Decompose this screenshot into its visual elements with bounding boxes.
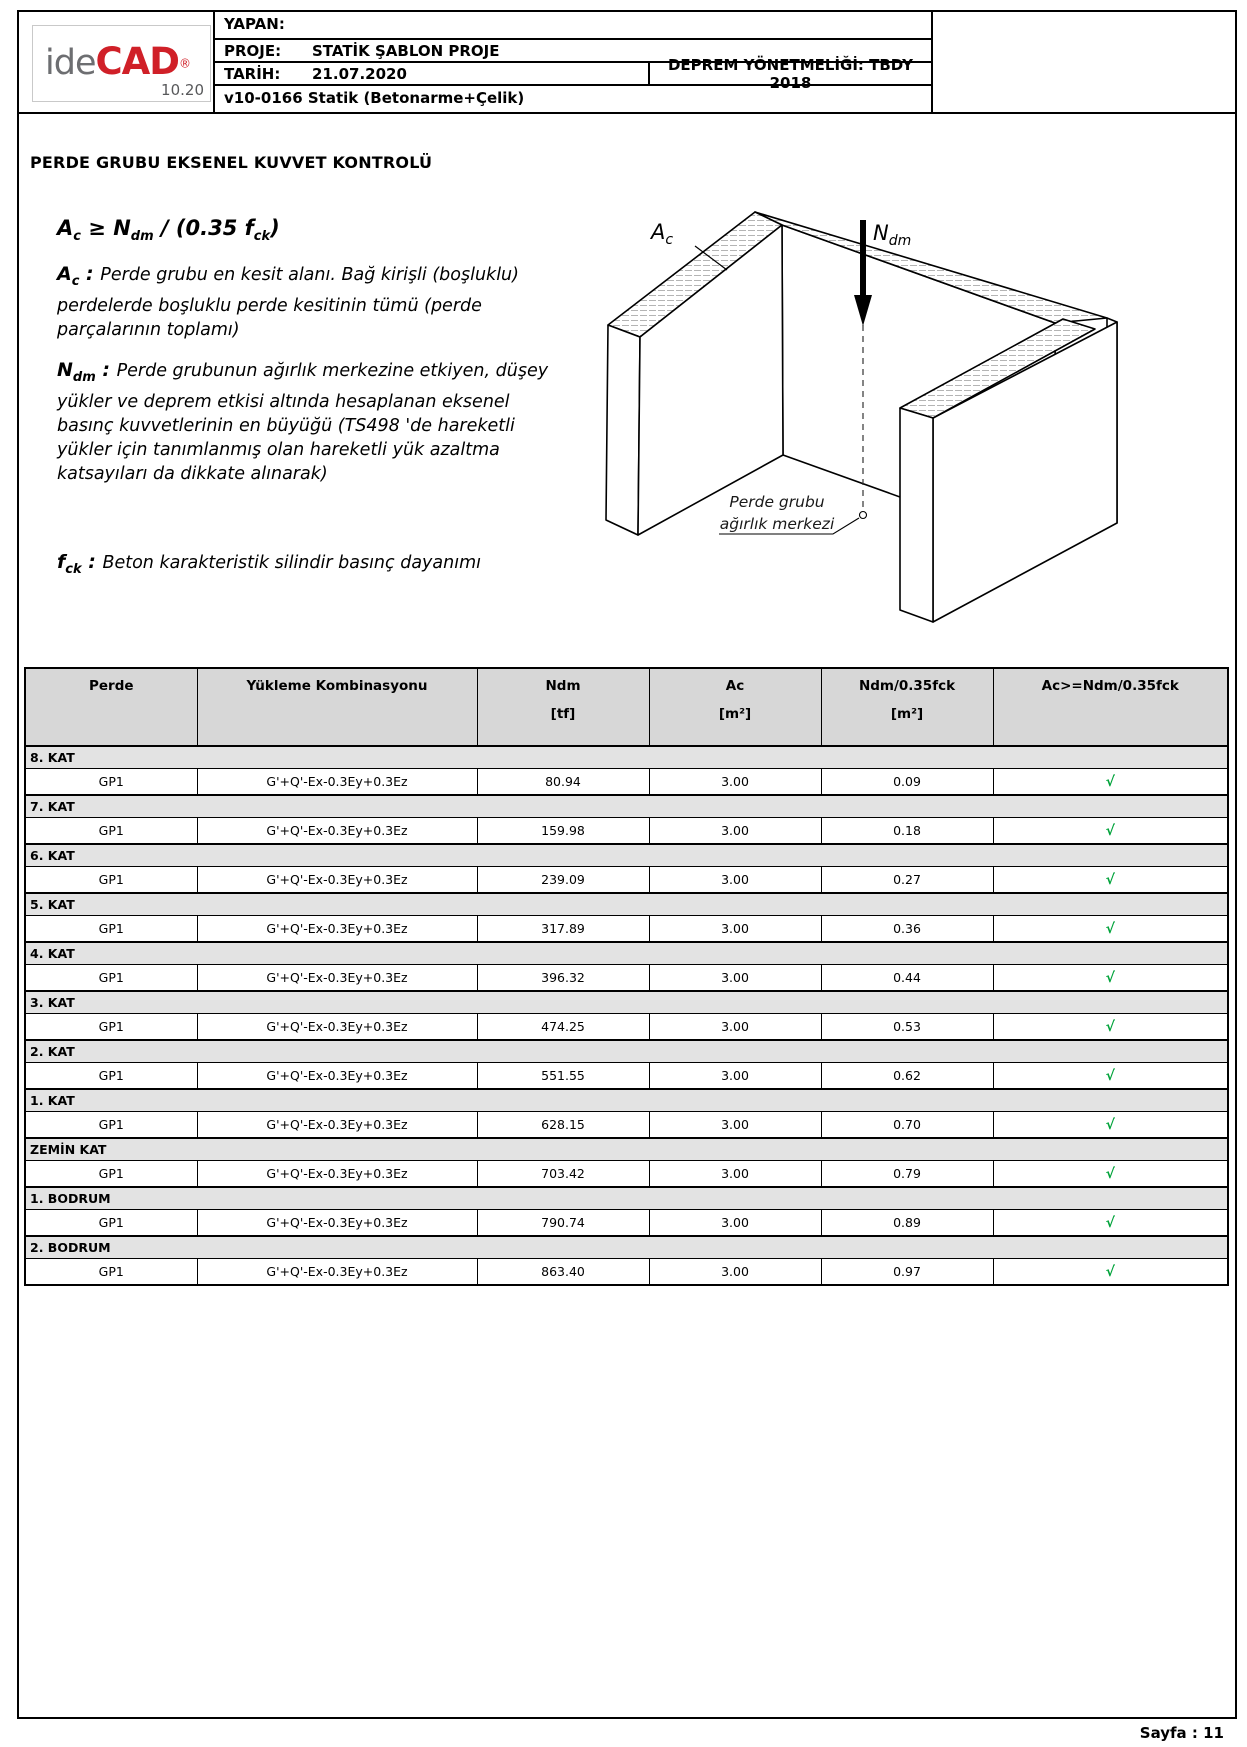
table-cell: 0.36 (821, 916, 993, 943)
column-header: Ac>=Ndm/0.35fck (993, 668, 1228, 746)
centroid-marker (860, 512, 867, 519)
definition-fck (57, 550, 554, 582)
deprem-yonetmeligi: DEPREM YÖNETMELİĞİ: TBDY 2018 (667, 55, 914, 92)
table-cell: 628.15 (477, 1112, 649, 1139)
software-version-line: v10-0166 Statik (Betonarme+Çelik) (224, 89, 525, 107)
table-cell: 3.00 (649, 1259, 821, 1286)
column-header: Perde (25, 668, 197, 746)
table-row (25, 916, 1228, 943)
table-cell: 0.97 (821, 1259, 993, 1286)
floor-group-label: 1. KAT (25, 1089, 1228, 1112)
header-row-tarih (215, 55, 931, 92)
formula: $A_c \ge N_{dm} / (0.35$ $f_{ck}$) (57, 216, 280, 245)
floor-group-row (25, 893, 1228, 916)
table-cell: 0.18 (821, 818, 993, 845)
table-cell: 0.44 (821, 965, 993, 992)
check-ok-icon: √ (993, 916, 1228, 943)
floor-group-label: 6. KAT (25, 844, 1228, 867)
logo-cell (17, 10, 213, 112)
floor-group-row (25, 1040, 1228, 1063)
proje-label: PROJE: (224, 41, 282, 60)
definition-text: Perde grubu en kesit alanı. Bağ kirişli (boşluklu) perdelerde boşluklu perde kesitinin tümü (perde parçalarının toplamı) (57, 265, 519, 340)
table-row (25, 965, 1228, 992)
table-header (25, 668, 1228, 746)
table-cell: GP1 (25, 1014, 197, 1041)
floor-group-row (25, 991, 1228, 1014)
table-cell: 3.00 (649, 1112, 821, 1139)
centroid-label-line1: Perde grubu (729, 493, 825, 511)
table-row (25, 818, 1228, 845)
wall-group-diagram (543, 183, 1123, 643)
report-header (17, 10, 1237, 114)
check-ok-icon: √ (993, 1259, 1228, 1286)
definition-term: $A_c$ : (57, 263, 101, 289)
floor-group-label: 2. KAT (25, 1040, 1228, 1063)
table-cell: G'+Q'-Ex-0.3Ey+0.3Ez (197, 1161, 477, 1188)
table-cell: 0.53 (821, 1014, 993, 1041)
table-cell: 0.09 (821, 769, 993, 796)
check-ok-icon: √ (993, 769, 1228, 796)
table-cell: GP1 (25, 1063, 197, 1090)
floor-group-label: 4. KAT (25, 942, 1228, 965)
column-header: Ac [m²] (649, 668, 821, 746)
table-row (25, 1112, 1228, 1139)
definition-ac (57, 262, 554, 342)
table-cell: G'+Q'-Ex-0.3Ey+0.3Ez (197, 867, 477, 894)
floor-group-label: 1. BODRUM (25, 1187, 1228, 1210)
table-cell: G'+Q'-Ex-0.3Ey+0.3Ez (197, 1210, 477, 1237)
floor-group-row (25, 746, 1228, 769)
floor-group-label: 8. KAT (25, 746, 1228, 769)
table-row (25, 867, 1228, 894)
table-cell: G'+Q'-Ex-0.3Ey+0.3Ez (197, 769, 477, 796)
ac-label: $A_c$ (651, 220, 674, 248)
page-title: PERDE GRUBU EKSENEL KUVVET KONTROLÜ (30, 153, 433, 172)
table-cell: 3.00 (649, 1161, 821, 1188)
table-cell: G'+Q'-Ex-0.3Ey+0.3Ez (197, 965, 477, 992)
header-info-table (213, 10, 933, 112)
table-row (25, 1063, 1228, 1090)
table-cell: 703.42 (477, 1161, 649, 1188)
table-cell: 317.89 (477, 916, 649, 943)
table-cell: 0.79 (821, 1161, 993, 1188)
axial-force-check-table (24, 667, 1229, 1286)
definition-term: $N_{dm}$ : (57, 359, 117, 385)
logo-version: 10.20 (161, 81, 204, 99)
table-cell: 3.00 (649, 1210, 821, 1237)
table-cell: GP1 (25, 1112, 197, 1139)
header-empty-cell (933, 10, 1237, 112)
ndm-label: $N_{dm}$ (873, 221, 912, 249)
floor-group-label: 2. BODRUM (25, 1236, 1228, 1259)
logo-text (45, 40, 191, 83)
check-ok-icon: √ (993, 1210, 1228, 1237)
table-cell: G'+Q'-Ex-0.3Ey+0.3Ez (197, 818, 477, 845)
table-cell: 3.00 (649, 916, 821, 943)
table-cell: GP1 (25, 1210, 197, 1237)
floor-group-row (25, 1236, 1228, 1259)
table-cell: GP1 (25, 1259, 197, 1286)
table-cell: G'+Q'-Ex-0.3Ey+0.3Ez (197, 1112, 477, 1139)
floor-group-row (25, 1089, 1228, 1112)
table-cell: 790.74 (477, 1210, 649, 1237)
table-cell: G'+Q'-Ex-0.3Ey+0.3Ez (197, 1014, 477, 1041)
table-cell: 396.32 (477, 965, 649, 992)
floor-group-row (25, 1187, 1228, 1210)
tarih-label: TARİH: (224, 64, 281, 83)
table-row (25, 1210, 1228, 1237)
proje-value: STATİK ŞABLON PROJE (312, 41, 500, 60)
tarih-value: 21.07.2020 (312, 64, 407, 83)
table-cell: 474.25 (477, 1014, 649, 1041)
table-cell: 3.00 (649, 965, 821, 992)
table-cell: G'+Q'-Ex-0.3Ey+0.3Ez (197, 1063, 477, 1090)
check-ok-icon: √ (993, 818, 1228, 845)
floor-group-label: 3. KAT (25, 991, 1228, 1014)
table-cell: 551.55 (477, 1063, 649, 1090)
column-header: Yükleme Kombinasyonu (197, 668, 477, 746)
table-cell: 3.00 (649, 818, 821, 845)
idecad-logo (32, 25, 211, 102)
floor-group-label: 7. KAT (25, 795, 1228, 818)
table-cell: GP1 (25, 818, 197, 845)
table-cell: 3.00 (649, 769, 821, 796)
table-cell: 80.94 (477, 769, 649, 796)
table-cell: 3.00 (649, 1014, 821, 1041)
definition-term: $f_{ck}$ : (57, 551, 103, 577)
table-cell: GP1 (25, 867, 197, 894)
table-cell: GP1 (25, 965, 197, 992)
header-row-yapan (215, 10, 931, 40)
left-wall-end-face (606, 325, 640, 535)
table-row (25, 1161, 1228, 1188)
check-ok-icon: √ (993, 867, 1228, 894)
check-ok-icon: √ (993, 1161, 1228, 1188)
check-ok-icon: √ (993, 1063, 1228, 1090)
table-cell: GP1 (25, 1161, 197, 1188)
logo-ide-text: ide (45, 43, 96, 83)
table-cell: 0.70 (821, 1112, 993, 1139)
check-ok-icon: √ (993, 965, 1228, 992)
column-header: Ndm/0.35fck [m²] (821, 668, 993, 746)
definition-text: Beton karakteristik silindir basınç dayanımı (102, 553, 481, 573)
table-cell: GP1 (25, 769, 197, 796)
table-cell: 863.40 (477, 1259, 649, 1286)
check-ok-icon: √ (993, 1014, 1228, 1041)
floor-group-label: ZEMİN KAT (25, 1138, 1228, 1161)
registered-mark-icon: ® (179, 56, 191, 71)
table-cell: G'+Q'-Ex-0.3Ey+0.3Ez (197, 1259, 477, 1286)
yapan-label: YAPAN: (224, 15, 285, 33)
check-ok-icon: √ (993, 1112, 1228, 1139)
table-cell: 3.00 (649, 867, 821, 894)
floor-group-row (25, 844, 1228, 867)
table-cell: 0.62 (821, 1063, 993, 1090)
table-row (25, 1259, 1228, 1286)
column-header: Ndm [tf] (477, 668, 649, 746)
definition-ndm (57, 358, 554, 486)
table-cell: 0.27 (821, 867, 993, 894)
logo-cad-text: CAD (95, 40, 179, 83)
table-row (25, 769, 1228, 796)
table-cell: 239.09 (477, 867, 649, 894)
tarih-cell (215, 63, 650, 84)
page-number: Sayfa : 11 (1139, 1724, 1224, 1742)
floor-group-label: 5. KAT (25, 893, 1228, 916)
floor-group-row (25, 942, 1228, 965)
table-cell: 0.89 (821, 1210, 993, 1237)
right-wall-end-face (900, 408, 933, 622)
table-row (25, 1014, 1228, 1041)
centroid-label-line2: ağırlık merkezi (719, 515, 835, 533)
table-cell: G'+Q'-Ex-0.3Ey+0.3Ez (197, 916, 477, 943)
floor-group-row (25, 1138, 1228, 1161)
table-cell: 3.00 (649, 1063, 821, 1090)
floor-group-row (25, 795, 1228, 818)
table-cell: 159.98 (477, 818, 649, 845)
table-cell: GP1 (25, 916, 197, 943)
definition-text: Perde grubunun ağırlık merkezine etkiyen, düşey yükler ve deprem etkisi altında hesaplanan eksenel basınç kuvvetlerinin en büyüğü (TS498 'de hareketli yükler için tanımlanmış olan hareketli yük azaltma katsayıları da dikkate alınarak) (57, 361, 549, 484)
